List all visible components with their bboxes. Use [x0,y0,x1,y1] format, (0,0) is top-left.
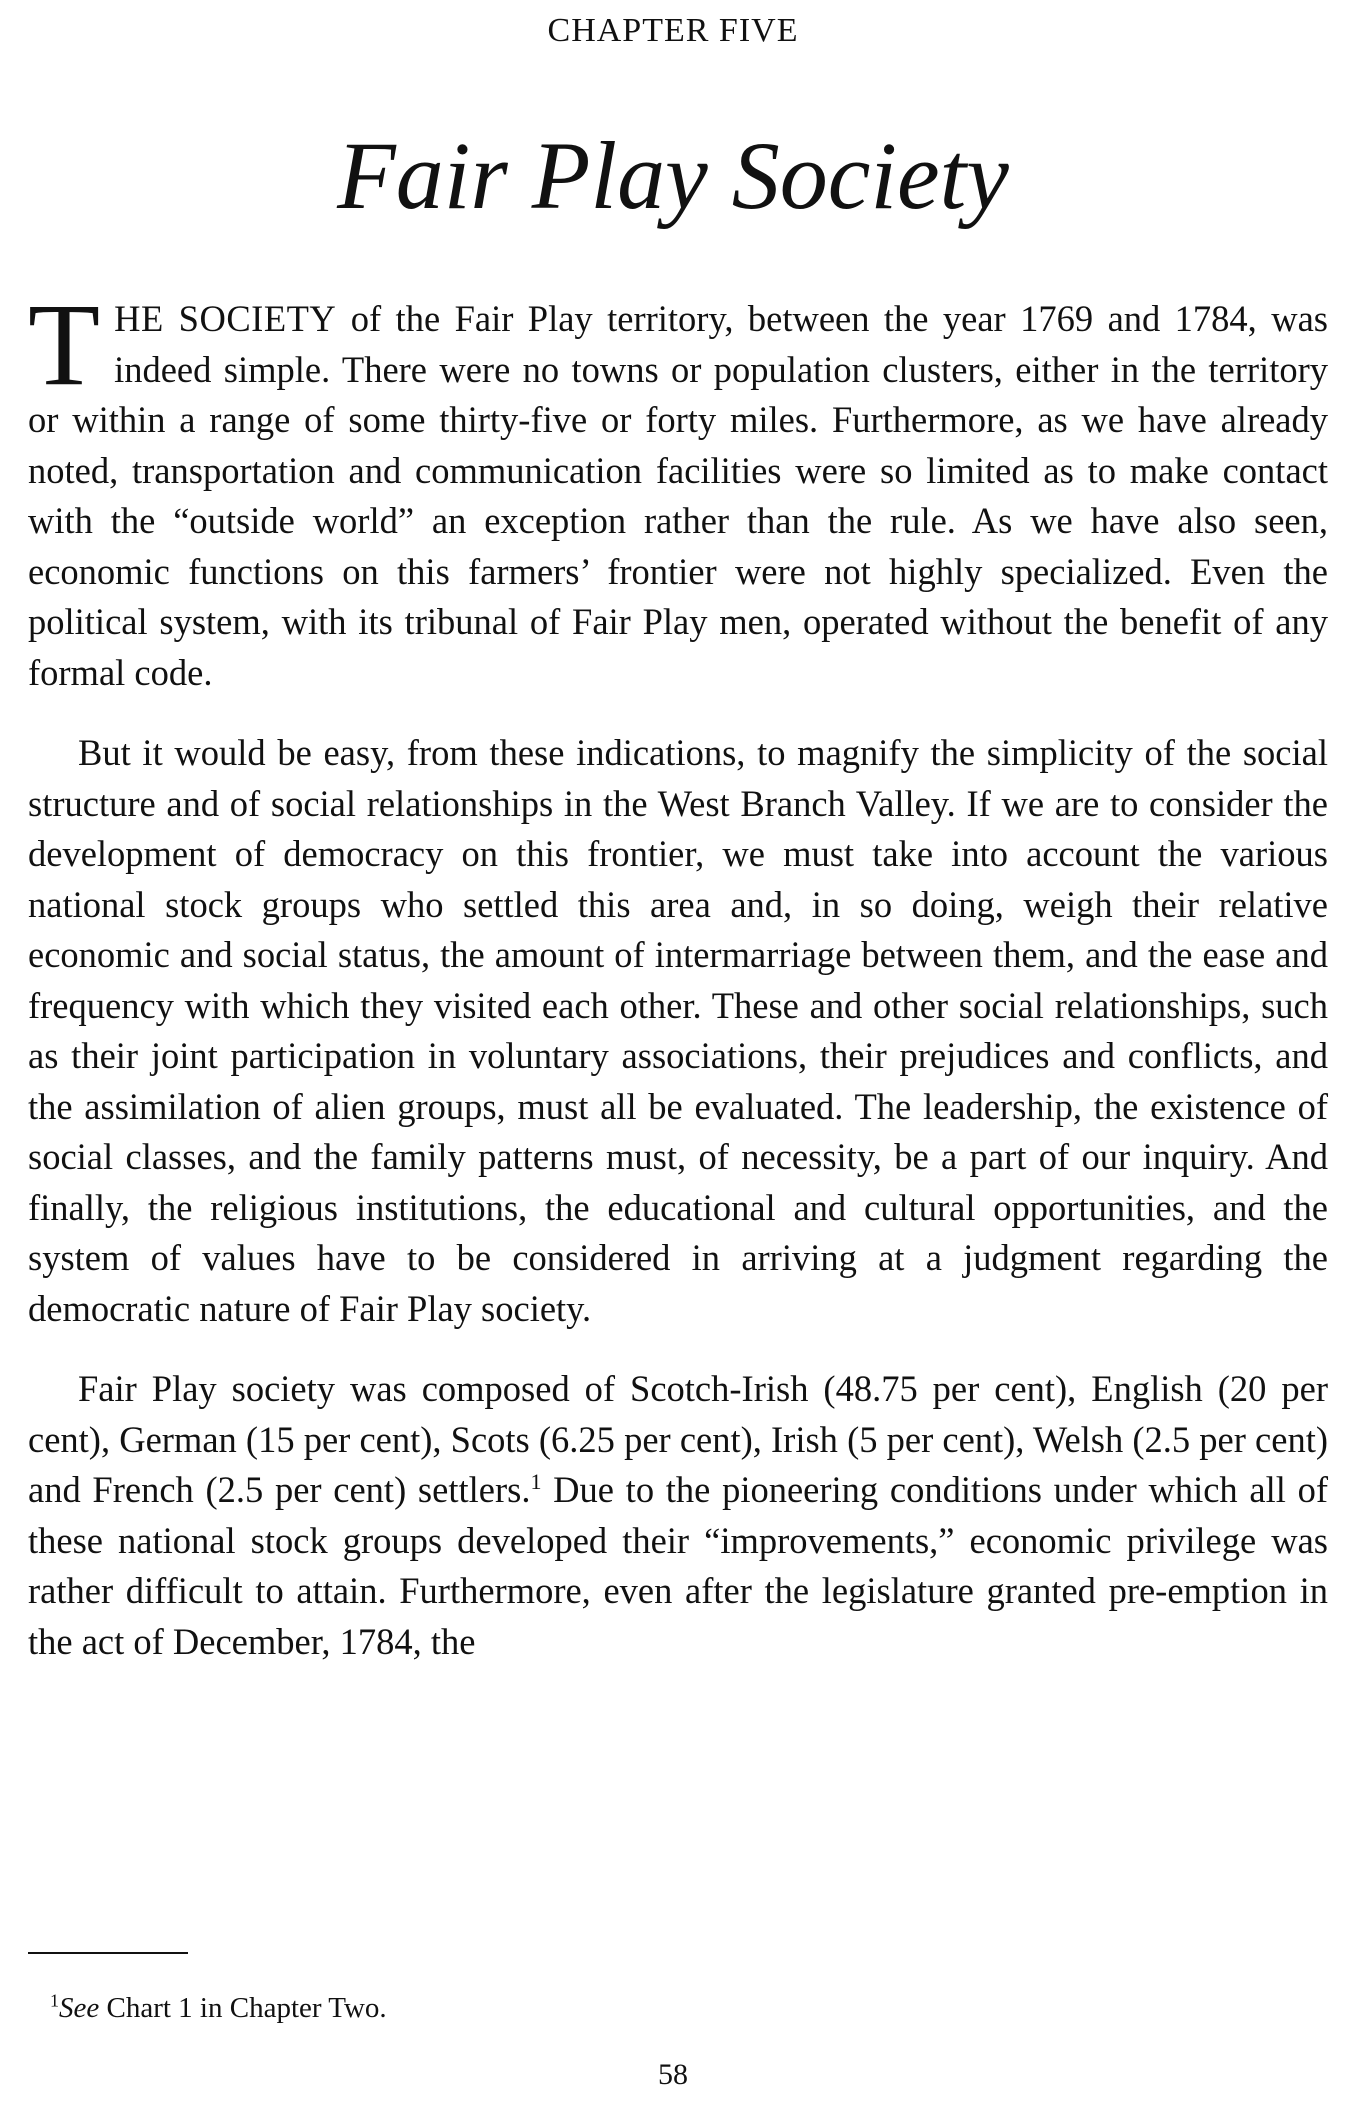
paragraph-1 [28,279,1329,698]
paragraph-1-text: of the Fair Play territory, between the year 1769 and 1784, was indeed simple. There were no towns or population clusters, either in the territory or within a range of some thirty-five or forty miles. Furthermore, as we have already noted, transportation and communication facilities were so limited as to make contact with the “outside world” an exception rather than the rule. As we have also seen, economic functions on this farmers’ frontier were not highly specialized. Even the political system, with its tribunal of Fair Play men, operated without the benefit of any formal code. [28,298,1329,693]
footnote-mark: 1 [50,1990,59,2011]
paragraph-3-text-a: Fair Play society was composed of Scotch-Irish (48.75 per cent), English (20 per cent), German (15 per cent), Scots (6.25 per cent), Irish (5 per cent), Welsh (2.5 per cent) and French (2.5 per cent) settlers. [28,1368,1328,1510]
footnote [50,1990,387,2026]
footnote-reference: 1 [530,1468,542,1494]
footnote-text: Chart 1 in Chapter Two. [99,1992,387,2024]
paragraph-2 [28,728,1328,1334]
body-text [28,279,1329,1667]
paragraph-2-text: But it would be easy, from these indications, to magnify the simplicity of the social structure and of social relationships in the West Branch Valley. If we are to consider the development of democracy on this frontier, we must take into account the various national stock groups who settled this area and, in so doing, weigh their relative economic and social status, the amount of intermarriage between them, and the ease and frequency with which they visited each other. These and other social relationships, such as their joint participation in voluntary associations, their prejudices and conflicts, and the assimilation of alien groups, must all be evaluated. The leadership, the existence of social classes, and the family patterns must, of necessity, be a part of our inquiry. And finally, the religious institutions, the educational and cultural opportunities, and the system of values have to be considered in arriving at a judgment regarding the democratic nature of Fair Play society. [28,732,1328,1329]
chapter-title: Fair Play Society [337,122,1009,229]
lead-caps: HE SOCIETY [114,298,337,339]
footnote-divider [28,1952,188,1954]
page-number: 58 [658,2058,688,2091]
footnote-see: See [59,1992,100,2024]
chapter-label: CHAPTER FIVE [547,12,799,49]
drop-cap: T [28,279,101,410]
paragraph-3 [28,1364,1328,1667]
paragraph-3-text-b: Due to the pioneering conditions under which all of these national stock groups developed their “improvements,” economic privilege was rather difficult to attain. Furthermore, even after the legislature granted pre-emption in the act of December, 1784, the [28,1469,1328,1662]
